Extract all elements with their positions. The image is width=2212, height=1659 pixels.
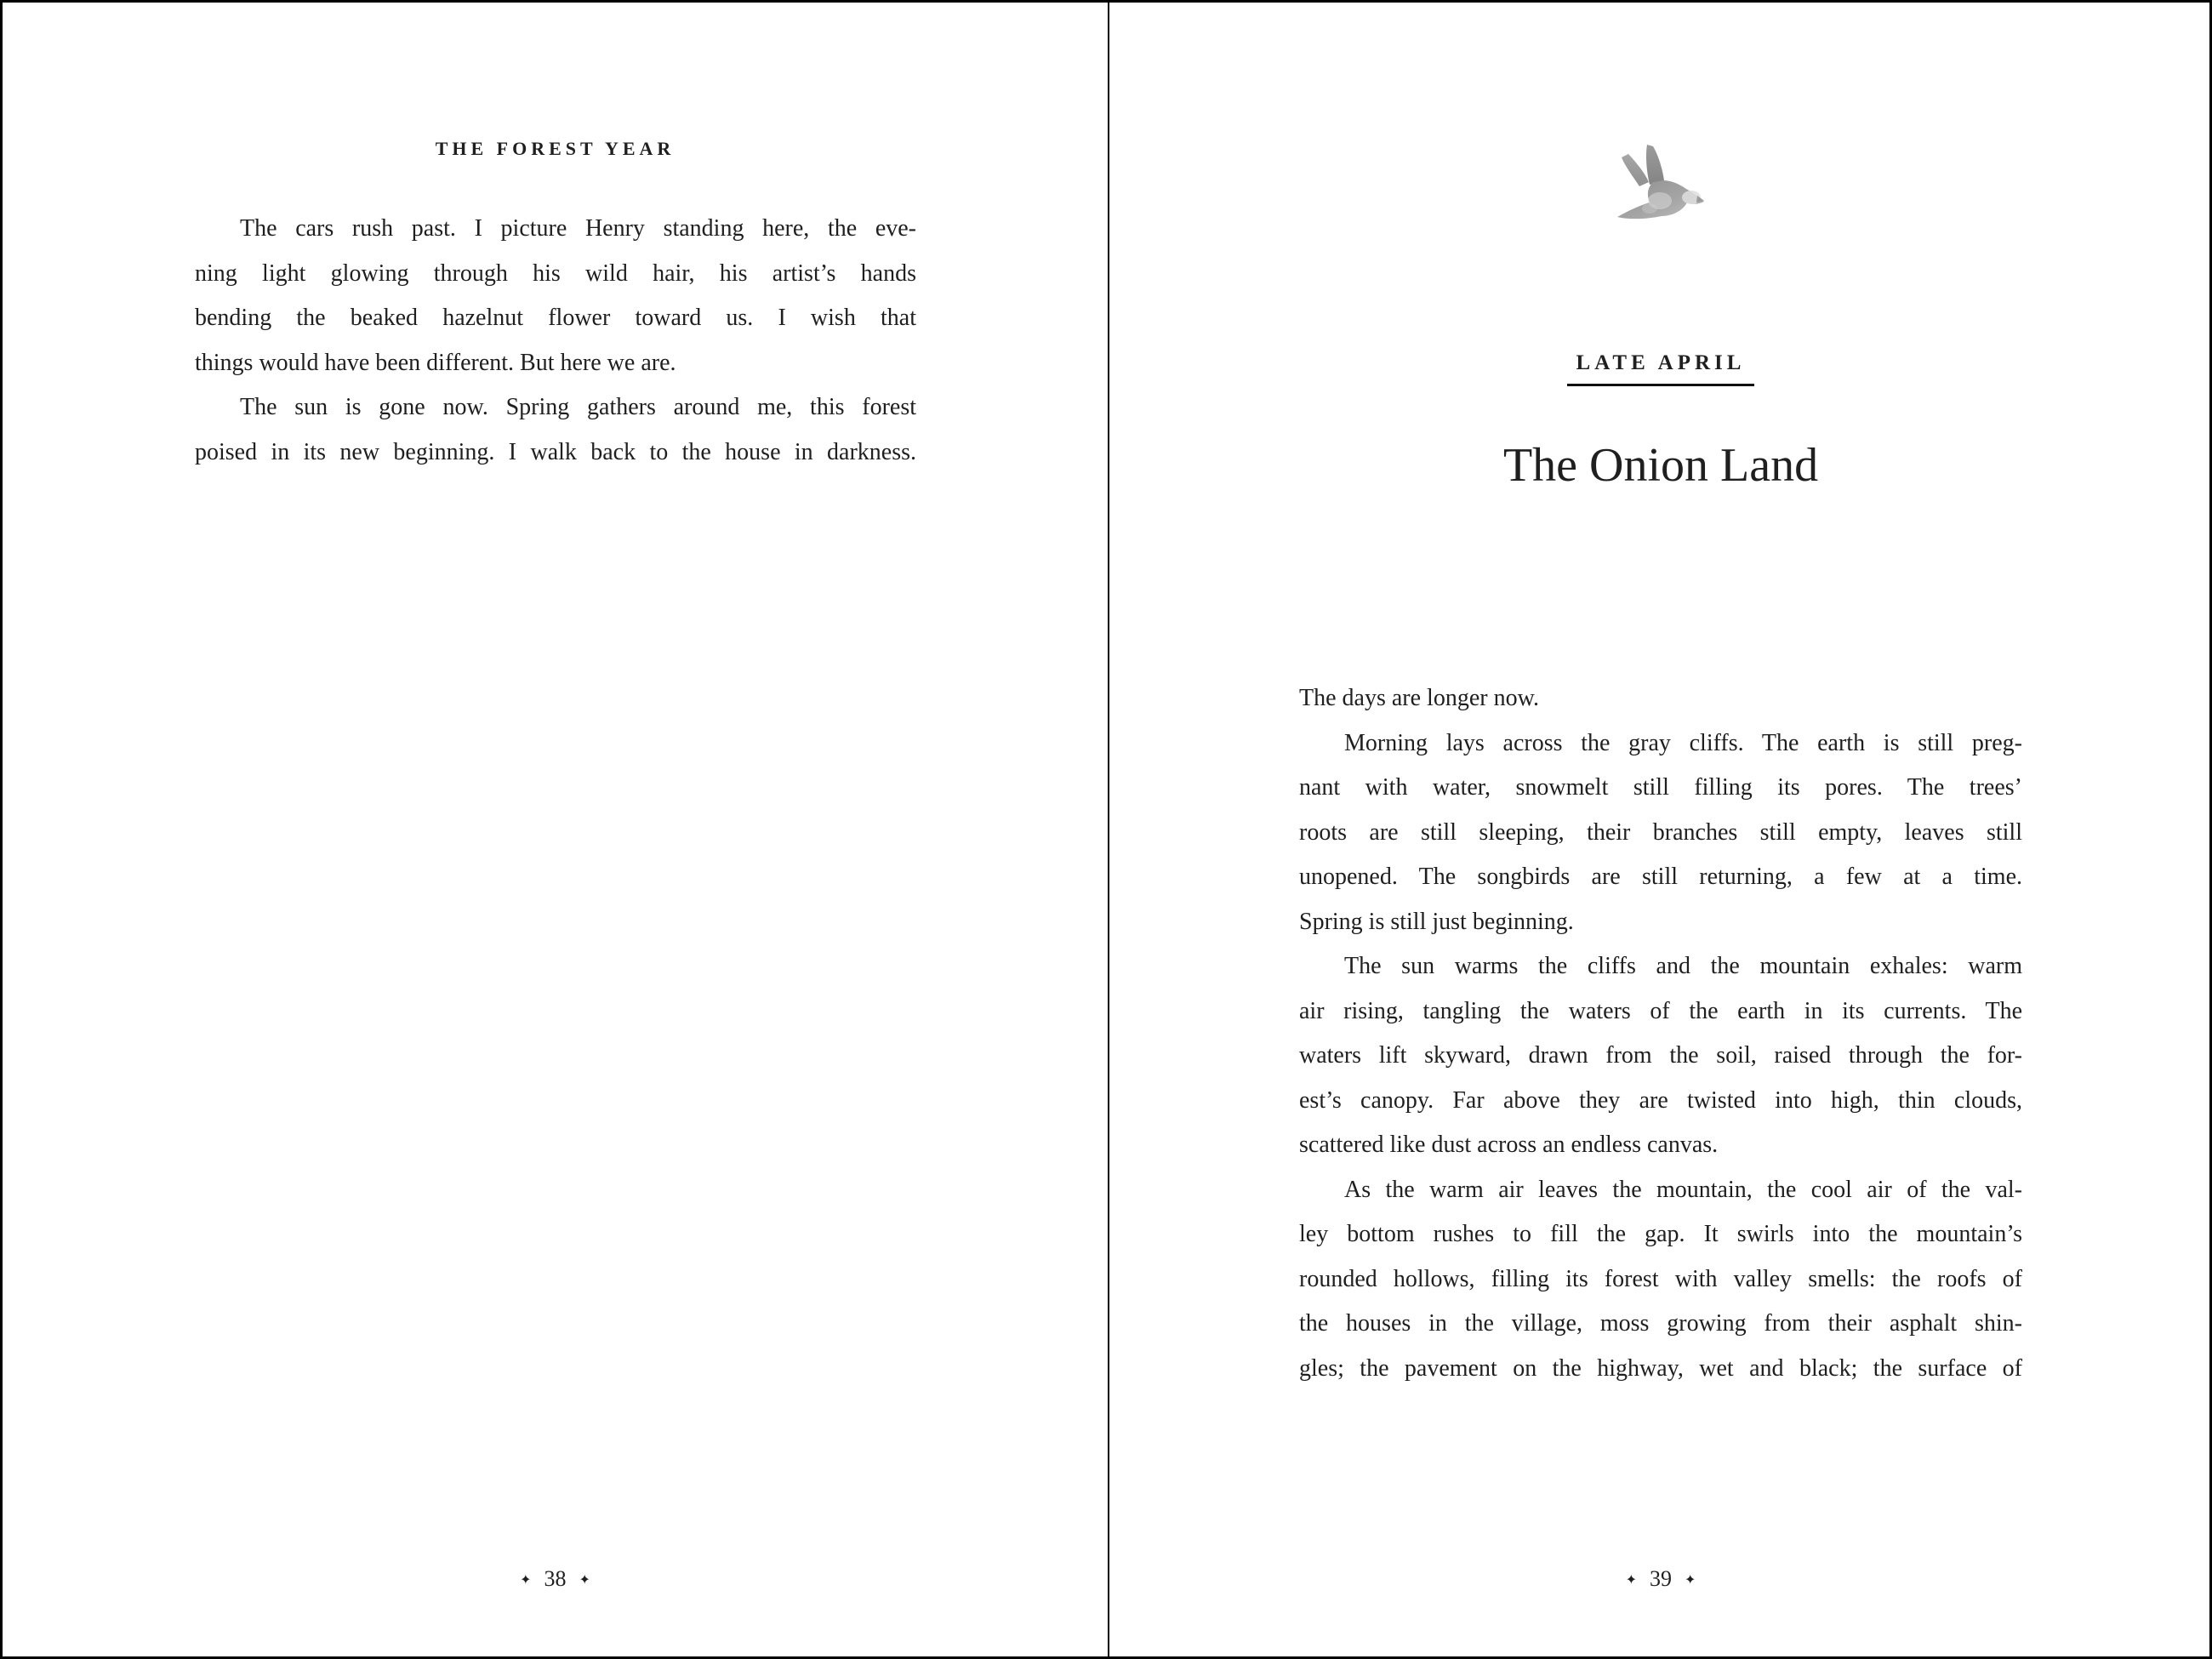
text-line: nant with water, snowmelt still filling its pores. The trees’ xyxy=(1299,774,2022,801)
text-line: waters lift skyward, drawn from the soil, raised through the for- xyxy=(1299,1042,2022,1069)
right-page xyxy=(1109,3,2212,1656)
text-line: The sun is gone now. Spring gathers around me, this forest xyxy=(240,394,916,420)
star-ornament: ✦ xyxy=(579,1571,590,1588)
text-line: bending the beaked hazelnut flower toward us. I wish that xyxy=(195,305,916,331)
text-line: The days are longer now. xyxy=(1299,685,1539,711)
text-line: things would have been different. But here we are. xyxy=(195,349,676,376)
text-line: unopened. The songbirds are still returning, a few at a time. xyxy=(1299,864,2022,890)
text-line: the houses in the village, moss growing from their asphalt shin- xyxy=(1299,1310,2022,1337)
text-line: roots are still sleeping, their branches still empty, leaves still xyxy=(1299,818,2022,846)
left-folio xyxy=(3,1566,1108,1593)
star-ornament: ✦ xyxy=(520,1571,532,1588)
text-line: Morning lays across the gray cliffs. The earth is still preg- xyxy=(1344,729,2022,756)
text-line: The sun warms the cliffs and the mountain exhales: warm xyxy=(1344,953,2022,979)
text-line: rounded hollows, filling its forest with valley smells: the roofs of xyxy=(1299,1265,2022,1292)
chapter-kicker: LATE APRIL xyxy=(1576,351,1746,374)
text-line: Spring is still just beginning. xyxy=(1299,908,1574,935)
chapter-title: The Onion Land xyxy=(1502,439,1819,492)
text-line: air rising, tangling the waters of the earth in its currents. The xyxy=(1299,997,2022,1024)
text-line: scattered like dust across an endless canvas. xyxy=(1299,1132,1719,1158)
text-line: poised in its new beginning. I walk back to the house in darkness. xyxy=(195,438,916,465)
left-page xyxy=(3,3,1108,1656)
text-line: est’s canopy. Far above they are twisted into high, thin clouds, xyxy=(1299,1086,2022,1114)
text-line: ning light glowing through his wild hair, his artist’s hands xyxy=(195,259,916,287)
kicker-underline xyxy=(1567,384,1754,386)
right-folio xyxy=(1109,1566,2212,1593)
bird-illustration xyxy=(1612,143,1704,221)
star-ornament: ✦ xyxy=(1625,1571,1637,1588)
text-line: ley bottom rushes to fill the gap. It swirls into the mountain’s xyxy=(1299,1221,2022,1247)
page-number: 39 xyxy=(1650,1566,1672,1591)
text-line: gles; the pavement on the highway, wet and black; the surface of xyxy=(1299,1354,2022,1382)
star-ornament: ✦ xyxy=(1685,1571,1696,1588)
running-header: THE FOREST YEAR xyxy=(435,138,676,159)
text-line: The cars rush past. I picture Henry standing here, the eve- xyxy=(240,215,916,242)
bird-icon xyxy=(1612,143,1704,221)
page-number: 38 xyxy=(544,1566,567,1591)
right-text-block xyxy=(1299,676,2022,1391)
text-line: As the warm air leaves the mountain, the cool air of the val- xyxy=(1344,1176,2022,1203)
left-text-block xyxy=(195,207,916,475)
